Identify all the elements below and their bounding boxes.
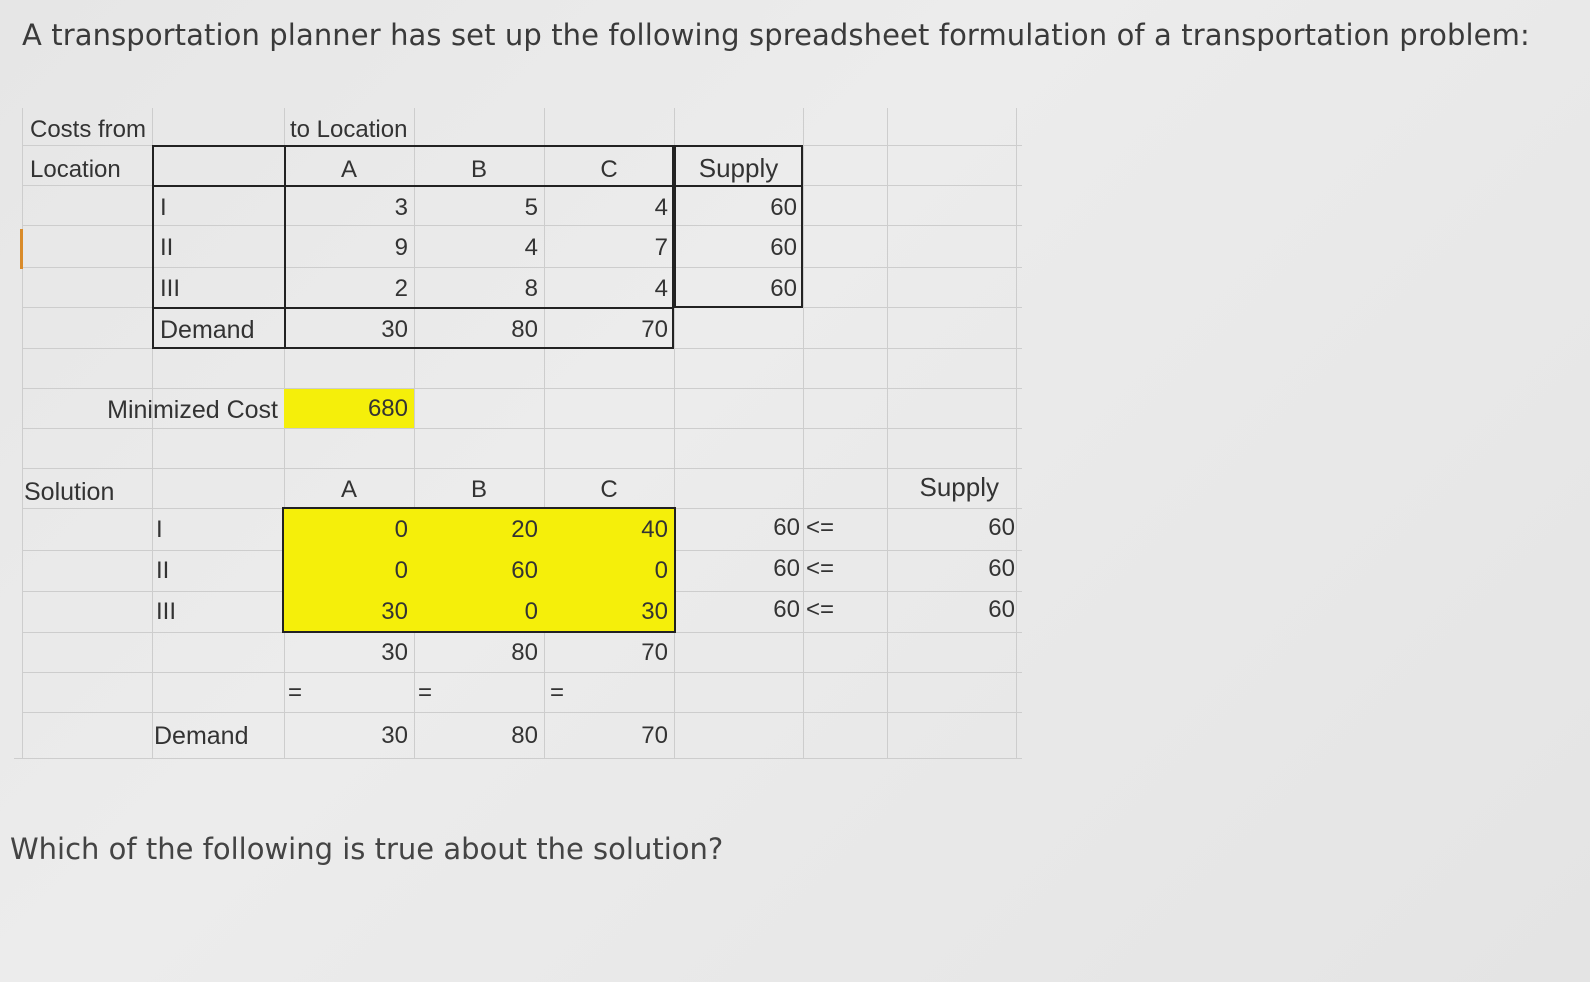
- equals-sign: =: [550, 679, 565, 706]
- costs-row-label: I: [160, 194, 167, 221]
- costs-supply-header: Supply: [698, 153, 779, 183]
- demand-cell: 70: [641, 316, 668, 343]
- costs-col-c: C: [600, 156, 618, 183]
- costs-col-a: A: [340, 156, 357, 183]
- equals-sign: =: [288, 679, 303, 706]
- supply-limit-cell: 60: [988, 514, 1015, 541]
- shipment-cell[interactable]: 0: [654, 557, 668, 584]
- to-location-label: to Location: [290, 116, 408, 143]
- solution-col-c: C: [600, 476, 618, 503]
- solution-label: Solution: [24, 478, 115, 506]
- cell-marker: [20, 229, 23, 269]
- supply-cell: 60: [770, 275, 797, 302]
- demand-cell: 70: [641, 722, 668, 749]
- minimized-cost-label: Minimized Cost: [107, 396, 278, 424]
- shipment-cell[interactable]: 30: [381, 598, 408, 625]
- cost-cell: 4: [654, 194, 668, 221]
- costs-row-label: II: [160, 234, 174, 261]
- solution-row-label: III: [156, 598, 177, 625]
- solution-row-label: II: [156, 557, 170, 584]
- cost-cell: 8: [524, 275, 538, 302]
- demand-cell: 80: [511, 316, 538, 343]
- supply-limit-cell: 60: [988, 596, 1015, 623]
- shipped-cell: 60: [773, 514, 800, 541]
- shipped-cell: 60: [773, 555, 800, 582]
- cost-cell: 4: [524, 234, 538, 261]
- shipment-cell[interactable]: 0: [394, 516, 408, 543]
- shipment-cell[interactable]: 20: [511, 516, 538, 543]
- supply-cell: 60: [770, 234, 797, 261]
- cost-cell: 9: [394, 234, 408, 261]
- solution-row-label: I: [156, 516, 163, 543]
- shipment-cell[interactable]: 40: [641, 516, 668, 543]
- cost-cell: 3: [394, 194, 408, 221]
- constraint-op: <=: [806, 555, 835, 582]
- shipment-cell[interactable]: 0: [394, 557, 408, 584]
- costs-label-line2: Location: [30, 156, 121, 183]
- demand-cell: 80: [511, 722, 538, 749]
- costs-row-label: III: [160, 275, 181, 302]
- demand-cell: 30: [381, 722, 408, 749]
- column-total-cell: 70: [641, 639, 668, 666]
- costs-demand-label: Demand: [160, 316, 255, 344]
- column-total-cell: 30: [381, 639, 408, 666]
- demand-cell: 30: [381, 316, 408, 343]
- shipment-cell[interactable]: 0: [524, 598, 538, 625]
- cost-cell: 4: [654, 275, 668, 302]
- supply-limit-cell: 60: [988, 555, 1015, 582]
- constraint-op: <=: [806, 514, 835, 541]
- costs-label-line1: Costs from: [30, 116, 147, 143]
- solution-col-a: A: [340, 476, 357, 503]
- equals-sign: =: [418, 679, 433, 706]
- solution-col-b: B: [470, 476, 487, 503]
- shipment-cell[interactable]: 60: [511, 557, 538, 584]
- shipment-cell[interactable]: 30: [641, 598, 668, 625]
- cost-cell: 2: [394, 275, 408, 302]
- constraint-op: <=: [806, 596, 835, 623]
- supply-cell: 60: [770, 194, 797, 221]
- minimized-cost-value[interactable]: 680: [367, 395, 408, 422]
- shipped-cell: 60: [773, 596, 800, 623]
- question-title: A transportation planner has set up the following spreadsheet formulation of a transportation problem:: [22, 18, 1530, 52]
- column-total-cell: 80: [511, 639, 538, 666]
- cost-cell: 7: [654, 234, 668, 261]
- question-prompt: Which of the following is true about the solution?: [10, 832, 724, 866]
- solution-supply-header: Supply: [919, 472, 999, 502]
- costs-col-b: B: [470, 156, 487, 183]
- solution-demand-label: Demand: [154, 722, 249, 750]
- cost-cell: 5: [524, 194, 538, 221]
